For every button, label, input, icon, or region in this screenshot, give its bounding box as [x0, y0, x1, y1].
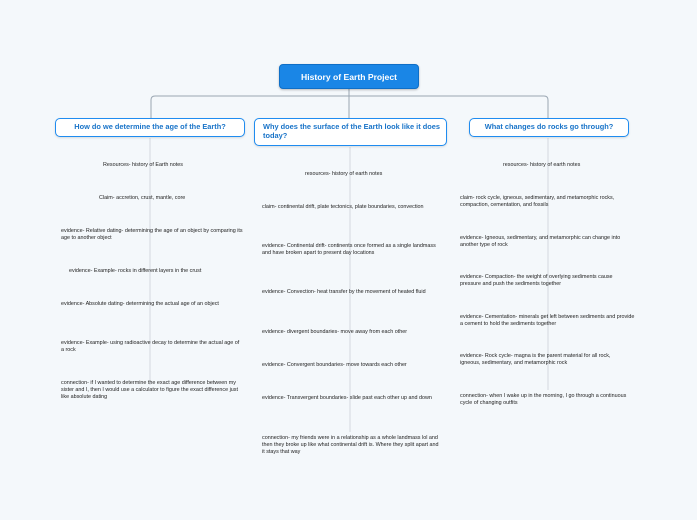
subtopic-evidence[interactable]: evidence- Relative dating- determining the age of an object by comparing its age to another object	[61, 228, 243, 241]
subtopic-claim[interactable]: Claim- accretion, crust, mantle, core	[99, 195, 186, 201]
branch-topic-age-of-earth[interactable]	[55, 118, 245, 137]
branch-topic-label: Why does the surface of the Earth look like it does today?	[263, 122, 441, 140]
branch-topic-rock-changes[interactable]	[469, 118, 629, 137]
subtopic-evidence[interactable]: evidence- Cementation- minerals get left between sediments and provide a cement to hold the sediments together	[460, 314, 635, 327]
subtopic-evidence[interactable]: evidence- Example- rocks in different layers in the crust	[69, 268, 202, 274]
subtopic-evidence[interactable]: evidence- divergent boundaries- move away from each other	[262, 329, 408, 335]
subtopic-evidence[interactable]: evidence- Continental drift- continents once formed as a single landmass and have broken apart to present day locations	[262, 243, 436, 256]
subtopic-claim[interactable]: claim- rock cycle, igneous, sedimentary, and metamorphic rocks, compaction, cementation, and fossils	[460, 195, 615, 208]
subtopic-evidence[interactable]: evidence- Absolute dating- determining the actual age of an object	[61, 301, 219, 307]
subtopic-evidence[interactable]: evidence- Convergent boundaries- move towards each other	[262, 362, 407, 368]
subtopic-connection[interactable]: connection- my friends were in a relationship as a whole landmass lol and then they broke up like what continental drift is. Where they split apart and it stays that way	[262, 435, 439, 455]
subtopic-connection[interactable]: connection- if I wanted to determine the exact age difference between my sister and I, then I would use a calculator to figure the exact difference just like absolute dating	[61, 380, 238, 400]
subtopic-resources[interactable]: Resources- history of Earth notes	[103, 162, 183, 168]
subtopic-claim[interactable]: claim- continental drift, plate tectonics, plate boundaries, convection	[262, 204, 424, 210]
branch-topic-label: What changes do rocks go through?	[484, 122, 614, 132]
subtopic-evidence[interactable]: evidence- Transvergent boundaries- slide past each other up and down	[262, 395, 432, 401]
central-topic-label: History of Earth Project	[301, 71, 397, 82]
subtopic-evidence[interactable]: evidence- Convection- heat transfer by the movement of heated fluid	[262, 289, 426, 295]
subtopic-evidence[interactable]: evidence- Compaction- the weight of overlying sediments cause pressure and push the sediments together	[460, 274, 613, 287]
subtopic-resources[interactable]: resources- history of earth notes	[305, 171, 383, 177]
subtopic-connection[interactable]: connection- when I wake up in the morning, I go through a continuous cycle of changing outfits	[460, 393, 627, 406]
subtopic-evidence[interactable]: evidence- Rock cycle- magna is the parent material for all rock, igneous, sedimentary, and metamorphic rock	[460, 353, 611, 366]
root-to-branch-3-connector	[349, 96, 548, 118]
central-topic[interactable]	[279, 64, 419, 89]
subtopic-evidence[interactable]: evidence- Igneous, sedimentary, and metamorphic can change into another type of rock	[460, 235, 621, 248]
branch-topic-label: How do we determine the age of the Earth?	[74, 122, 226, 132]
branch-topic-earth-surface[interactable]	[254, 118, 447, 146]
subtopic-evidence[interactable]: evidence- Example- using radioactive decay to determine the actual age of a rock	[61, 340, 240, 353]
subtopic-resources[interactable]: resources- history of earth notes	[503, 162, 581, 168]
root-to-branch-1-connector	[151, 89, 349, 118]
